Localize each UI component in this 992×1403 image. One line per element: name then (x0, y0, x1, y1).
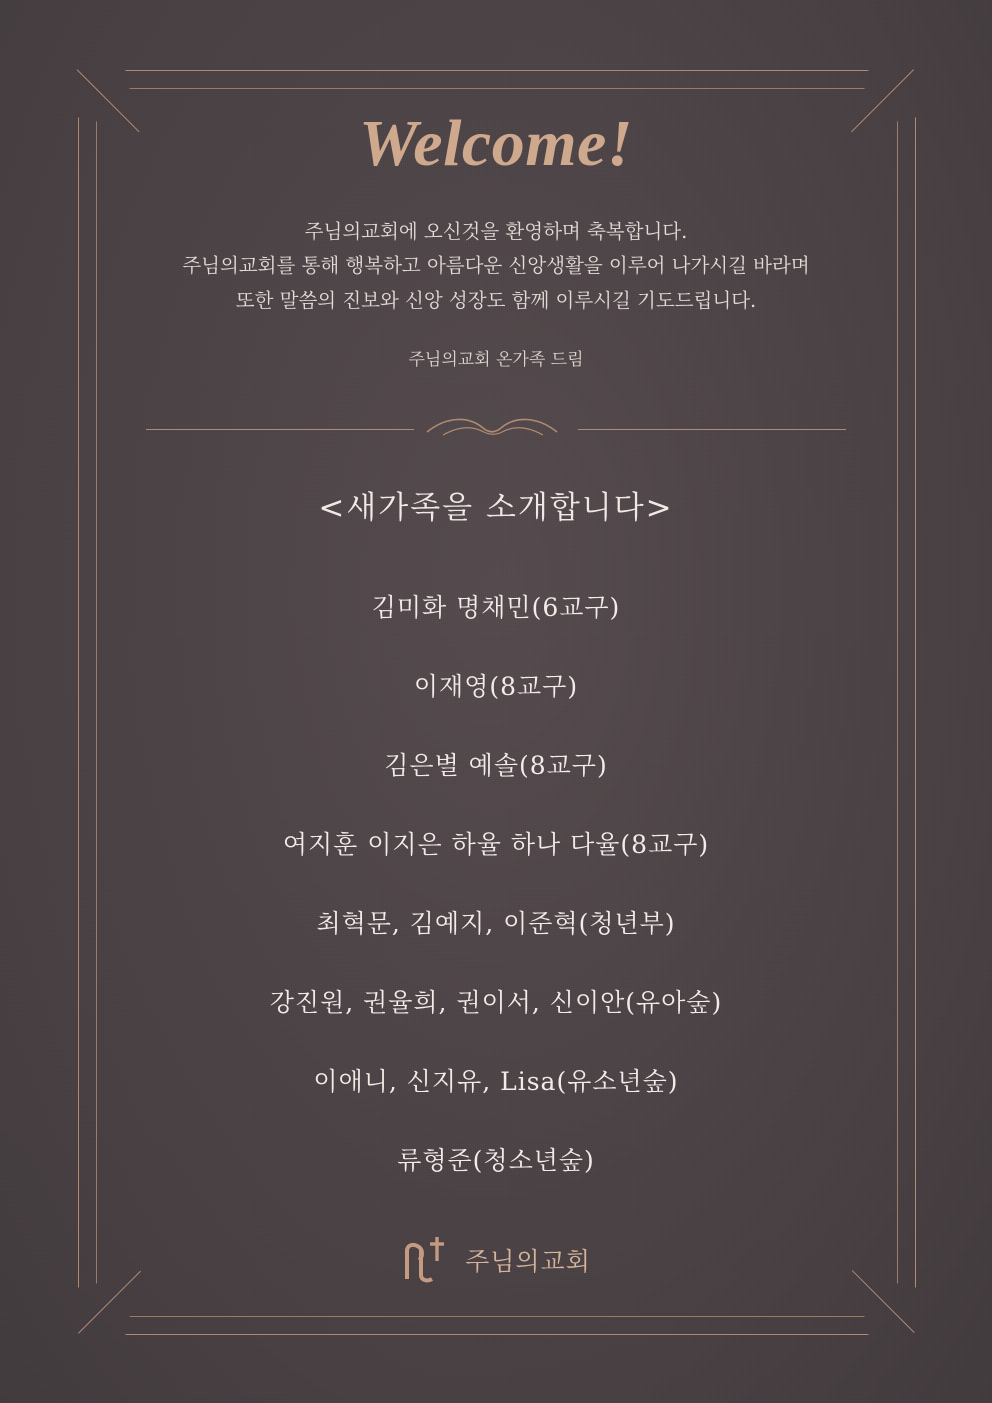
list-item: 김은별 예솔(8교구) (384, 751, 608, 781)
list-item: 강진원, 권율희, 권이서, 신이안(유아숲) (269, 988, 723, 1018)
divider-rule-left (146, 429, 414, 430)
new-family-list (0, 527, 992, 1199)
section-heading: <새가족을 소개합니다> (318, 489, 674, 526)
list-item: 여지훈 이지은 하율 하나 다율(8교구) (282, 830, 710, 860)
church-logo (0, 1235, 992, 1285)
divider-rule-right (578, 429, 846, 430)
list-item: 최혁문, 김예지, 이준혁(청년부) (316, 909, 676, 939)
list-item: 류형준(청소년숲) (397, 1146, 595, 1176)
flourish-icon (421, 414, 571, 444)
list-item: 이애니, 신지유, Lisa(유소년숲) (313, 1067, 679, 1097)
ornamental-divider (146, 414, 846, 444)
welcome-title: Welcome! (358, 107, 634, 180)
greeting-paragraph (0, 181, 992, 319)
signature-line: 주님의교회 온가족 드림 (408, 349, 584, 370)
greeting-line-2: 주님의교회를 통해 행복하고 아름다운 신앙생활을 이루어 나가시길 바라며 (182, 254, 810, 278)
list-item: 김미화 명채민(6교구) (371, 593, 621, 623)
church-logo-icon (401, 1235, 457, 1285)
church-logo-text: 주님의교회 (465, 1247, 591, 1276)
greeting-line-3: 또한 말씀의 진보와 신앙 성장도 함께 이루시길 기도드립니다. (235, 289, 757, 312)
list-item: 이재영(8교구) (413, 672, 579, 702)
greeting-line-1: 주님의교회에 오신것을 환영하며 축복합니다. (304, 219, 688, 243)
